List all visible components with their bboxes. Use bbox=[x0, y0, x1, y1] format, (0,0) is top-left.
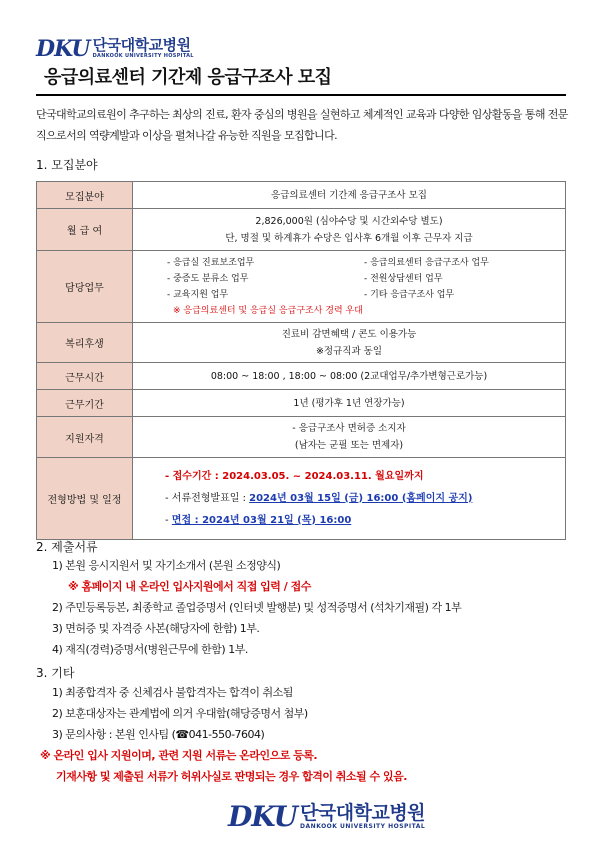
salary-note: 단, 명절 및 하계휴가 수당은 입사후 6개월 이후 근무자 지급 bbox=[225, 232, 473, 244]
document-result-label: - 서류전형발표일 : bbox=[165, 492, 250, 504]
logo-english: DANKOOK UNIVERSITY HOSPITAL bbox=[92, 53, 194, 59]
row-label: 전형방법 및 일정 bbox=[37, 458, 133, 540]
interview-date: 면접 : 2024년 03월 21일 (목) 16:00 bbox=[171, 514, 352, 526]
row-value: 1년 (평가후 1년 연장가능) bbox=[133, 390, 566, 417]
misc-warning bbox=[40, 745, 407, 787]
welfare-note: ※정규직과 동일 bbox=[315, 345, 383, 357]
logo-name: 단국대학교병원 bbox=[300, 801, 426, 824]
page-title: 응급의료센터 기간제 응급구조사 모집 bbox=[36, 64, 566, 96]
row-value: 08:00 ~ 18:00 , 18:00 ~ 08:00 (2교대업무/추가변형근로가능) bbox=[133, 363, 566, 390]
row-label: 근무시간 bbox=[37, 363, 133, 390]
table-row-period bbox=[37, 390, 566, 417]
row-label: 근무기간 bbox=[37, 390, 133, 417]
intro-paragraph: 단국대학교의료원이 추구하는 최상의 진료, 환자 중심의 병원을 실현하고 체계적인 교육과 다양한 임상활동을 통해 전문직으로서의 역량계발과 이상을 펼쳐나갈 유능한 직원을 모집합니다. bbox=[36, 108, 568, 142]
recruit-table bbox=[36, 181, 566, 540]
welfare-benefit: 진료비 감면혜택 / 콘도 이용가능 bbox=[281, 328, 417, 340]
qualification-license: - 응급구조사 면허증 소지자 bbox=[292, 423, 406, 434]
hospital-logo-bottom bbox=[228, 800, 426, 833]
table-row-welfare bbox=[37, 323, 566, 363]
document-result-date: 2024년 03월 15일 (금) 16:00 (홈페이지 공지) bbox=[249, 492, 473, 504]
documents-list bbox=[52, 555, 461, 660]
online-submission-note: ※ 홈페이지 내 온라인 입사지원에서 직접 입력 / 접수 bbox=[68, 580, 311, 593]
section-heading-misc: 3. 기타 bbox=[36, 666, 75, 680]
section-heading-documents: 2. 제출서류 bbox=[36, 540, 98, 554]
row-label: 복리후생 bbox=[37, 323, 133, 363]
qualification-military: (남자는 군필 또는 면제자) bbox=[294, 440, 404, 451]
list-item: 2) 보훈대상자는 관계법에 의거 우대함(해당증명서 첨부) bbox=[52, 707, 308, 720]
logo-mark: DKU bbox=[228, 800, 298, 833]
list-item: 3) 문의사항 : 본원 인사팀 (☎041-550-7604) bbox=[52, 728, 265, 741]
section-heading-recruit: 1. 모집분야 bbox=[36, 158, 98, 172]
logo-english: DANKOOK UNIVERSITY HOSPITAL bbox=[300, 822, 426, 830]
duty-preference-note: ※ 응급의료센터 및 응급실 응급구조사 경력 우대 bbox=[173, 305, 363, 316]
logo-name: 단국대학교병원 bbox=[92, 36, 191, 54]
row-value: 응급의료센터 기간제 응급구조사 모집 bbox=[133, 182, 566, 209]
list-item: 1) 최종합격자 중 신체검사 불합격자는 합격이 취소됨 bbox=[52, 686, 293, 699]
list-item: 4) 재직(경력)증명서(병원근무에 한함) 1부. bbox=[52, 643, 248, 656]
table-row-duty bbox=[37, 251, 566, 323]
salary-amount: 2,826,000원 (심야수당 및 시간외수당 별도) bbox=[255, 215, 443, 227]
duty-list bbox=[137, 255, 561, 303]
row-label: 담당업무 bbox=[37, 251, 133, 323]
interview-prefix: - bbox=[165, 514, 172, 526]
list-item: - 중증도 분류소 업무 bbox=[167, 273, 249, 284]
selection-schedule bbox=[137, 466, 561, 532]
logo-mark: DKU bbox=[36, 36, 90, 62]
table-row-hours bbox=[37, 363, 566, 390]
table-row-salary bbox=[37, 209, 566, 251]
list-item: - 응급의료센터 응급구조사 업무 bbox=[364, 257, 489, 268]
row-label: 지원자격 bbox=[37, 417, 133, 458]
table-row-selection bbox=[37, 458, 566, 540]
table-row-field bbox=[37, 182, 566, 209]
list-item: - 교육지원 업무 bbox=[167, 289, 229, 300]
false-info-warning: 기재사항 및 제출된 서류가 허위사실로 판명되는 경우 합격이 취소될 수 있음. bbox=[56, 770, 407, 783]
online-warning: ※ 온라인 입사 지원이며, 관련 지원 서류는 온라인으로 등록. bbox=[40, 749, 318, 762]
hospital-logo-top bbox=[36, 38, 194, 60]
table-row-qualification bbox=[37, 417, 566, 458]
list-item: 2) 주민등록등본, 최종학교 졸업증명서 (인터넷 발행분) 및 성적증명서 (석차기재필) 각 1부 bbox=[52, 601, 462, 614]
list-item: - 응급실 진료보조업무 bbox=[167, 257, 255, 268]
list-item: 3) 면허증 및 자격증 사본(해당자에 한함) 1부. bbox=[52, 622, 260, 635]
list-item: - 전원상담센터 업무 bbox=[364, 273, 443, 284]
misc-list bbox=[52, 682, 308, 745]
row-label: 월 급 여 bbox=[37, 209, 133, 251]
application-period: - 접수기간 : 2024.03.05. ~ 2024.03.11. 월요일까지 bbox=[165, 470, 424, 482]
list-item: - 기타 응급구조사 업무 bbox=[364, 289, 455, 300]
row-label: 모집분야 bbox=[37, 182, 133, 209]
list-item: 1) 본원 응시지원서 및 자기소개서 (본원 소정양식) bbox=[52, 559, 281, 572]
